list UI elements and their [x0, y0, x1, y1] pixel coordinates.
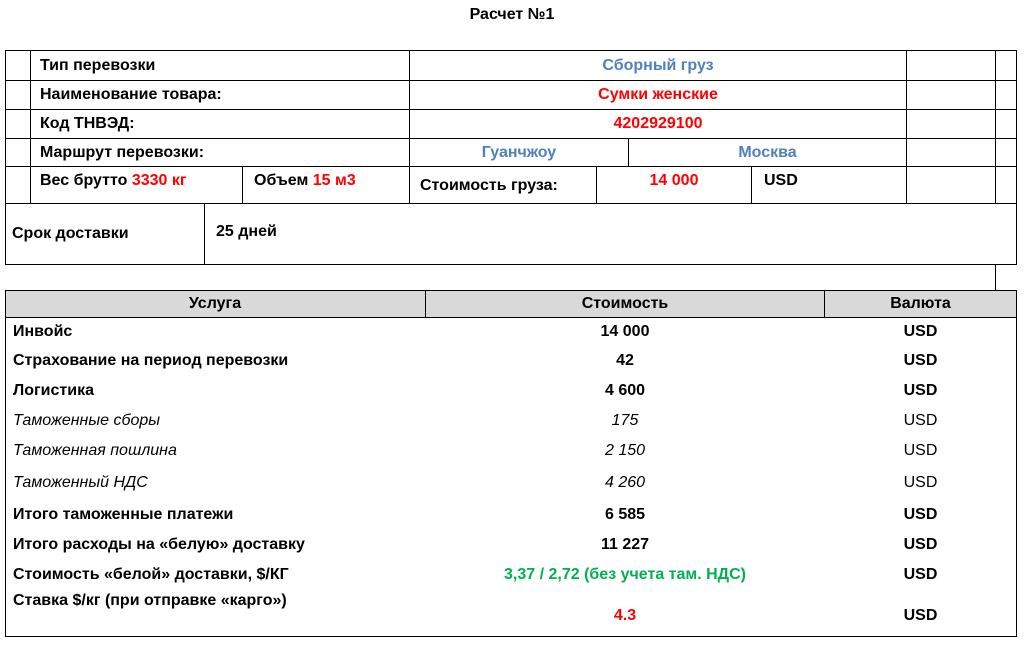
hs-code-label: Код ТНВЭД: — [40, 115, 135, 132]
header-currency: Валюта — [890, 294, 951, 312]
cargo-cost-label: Стоимость груза: — [420, 177, 558, 194]
row-service: Логистика — [13, 382, 94, 399]
row-currency: USD — [903, 566, 938, 583]
row-currency: USD — [903, 506, 938, 523]
route-to: Москва — [738, 143, 797, 161]
page-title: Расчет №1 — [469, 6, 555, 23]
row-service: Таможенная пошлина — [13, 442, 177, 459]
row-service: Итого таможенные платежи — [13, 506, 234, 523]
row-cost: 42 — [616, 352, 634, 369]
row-currency: USD — [903, 412, 938, 429]
row-currency: USD — [903, 474, 938, 491]
row-cost: 3,37 / 2,72 (без учета там. НДС) — [504, 566, 746, 583]
cargo-cost-value: 14 000 — [649, 172, 699, 189]
row-currency: USD — [903, 536, 938, 553]
header-cost: Стоимость — [581, 294, 669, 312]
cargo-cost-currency: USD — [764, 172, 798, 189]
delivery-term-label: Срок доставки — [12, 225, 129, 242]
row-service: Ставка $/кг (при отправке «карго») — [13, 592, 287, 609]
gross-weight-label: Вес брутто — [40, 172, 128, 189]
transport-type-value: Сборный груз — [602, 56, 714, 74]
row-currency: USD — [903, 607, 938, 624]
row-currency: USD — [903, 442, 938, 459]
header-service: Услуга — [188, 294, 242, 312]
row-service: Таможенные сборы — [13, 412, 161, 429]
delivery-term-value: 25 дней — [216, 223, 277, 240]
row-currency: USD — [903, 322, 938, 340]
row-cost: 4 260 — [604, 474, 646, 491]
row-cost: 175 — [611, 412, 639, 429]
volume-label: Объем — [254, 172, 309, 189]
row-service: Стоимость «белой» доставки, $/КГ — [13, 566, 289, 583]
gross-weight-value: 3330 кг — [131, 172, 187, 189]
route-from: Гуанчжоу — [481, 143, 557, 161]
goods-name-label: Наименование товара: — [40, 86, 222, 103]
row-currency: USD — [903, 352, 938, 369]
row-cost: 4 600 — [604, 382, 646, 399]
row-service: Инвойс — [13, 322, 73, 340]
goods-name-value: Сумки женские — [598, 86, 718, 103]
row-cost: 14 000 — [600, 322, 650, 340]
row-cost: 2 150 — [604, 442, 646, 459]
hs-code-value: 4202929100 — [613, 115, 703, 132]
row-service: Страхование на период перевозки — [13, 352, 289, 369]
row-cost: 6 585 — [604, 506, 646, 523]
row-cost: 4.3 — [613, 607, 637, 624]
row-service: Итого расходы на «белую» доставку — [13, 536, 305, 553]
gross-weight — [40, 167, 240, 203]
row-service: Таможенный НДС — [13, 474, 148, 491]
route-label: Маршрут перевозки: — [40, 143, 205, 161]
transport-type-label: Тип перевозки — [40, 56, 156, 74]
volume — [254, 167, 408, 203]
row-currency: USD — [903, 382, 938, 399]
row-cost: 11 227 — [600, 536, 650, 553]
volume-value: 15 м3 — [312, 172, 356, 189]
